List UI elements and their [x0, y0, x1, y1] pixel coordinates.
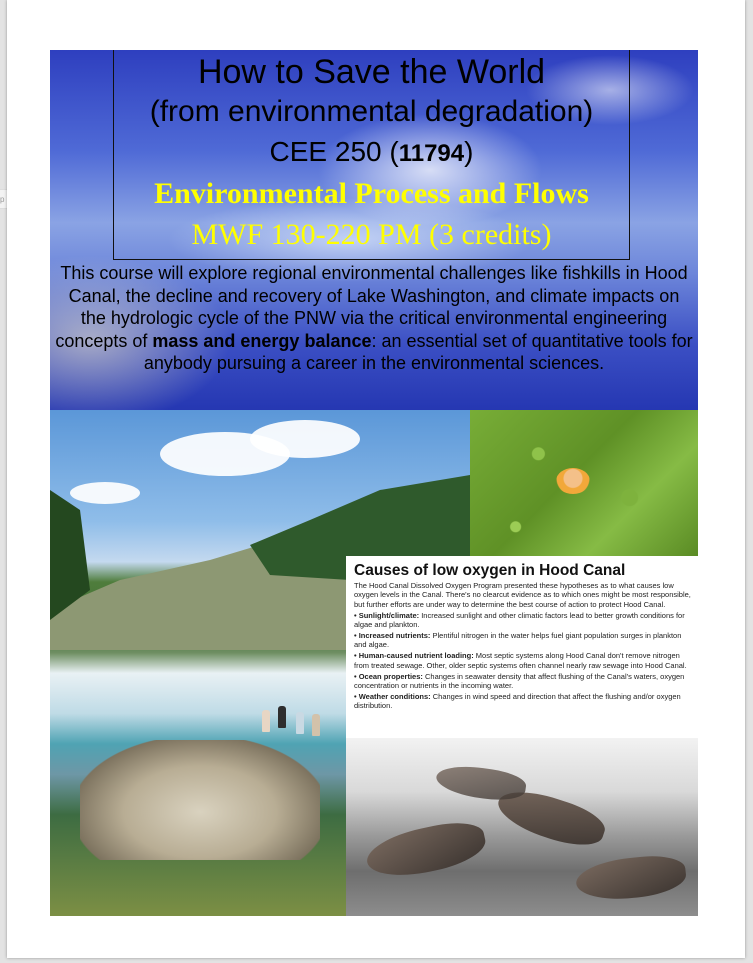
person-figure	[278, 706, 286, 728]
card-item-label: • Sunlight/climate:	[354, 610, 420, 620]
course-number: 11794	[398, 140, 465, 167]
flyer	[50, 50, 698, 916]
card-item	[354, 631, 694, 650]
card-item-label: • Human-caused nutrient loading:	[354, 651, 474, 661]
card-item-text: Increased sunlight and other climatic factors lead to better growth conditions for algae and plankton.	[354, 610, 685, 630]
description-text-1: This course will explore regional environmental challenges like fishkills in Hood Canal, the decline and recovery of Lake Washington, and climate impacts on the hydrologic cycle of the PNW via the critical environmental engineering concepts of	[55, 263, 688, 351]
course-code-prefix: CEE 250 (	[269, 136, 399, 167]
card-item-label: • Ocean properties:	[354, 671, 423, 681]
dead-fish-photo	[346, 738, 698, 916]
card-item	[354, 692, 694, 711]
card-heading: Causes of low oxygen in Hood Canal	[354, 562, 626, 579]
card-item-text: Most septic systems along Hood Canal don't remove nitrogen from treated sewage. Other, older septic systems often channel nearly raw sewage into Hood Canal.	[354, 651, 687, 670]
sky-banner	[50, 50, 698, 410]
person-figure	[296, 712, 304, 734]
title-box	[113, 50, 630, 260]
card-item-text: Changes in seawater density that affect flushing of the Canal's waters, oxygen concentration or nutrients in the incoming water.	[354, 671, 685, 691]
description-text-2: : an essential set of quantitative tools for anybody pursuing a career in the environmental sciences.	[143, 330, 693, 373]
fish-shape	[434, 762, 527, 804]
hood-canal-card	[346, 556, 698, 738]
child-in-floaties	[556, 468, 590, 494]
course-code-suffix: )	[464, 136, 474, 167]
card-item-label: • Weather conditions:	[354, 691, 431, 701]
card-item	[354, 672, 694, 691]
fish-shape	[574, 852, 688, 903]
person-figure	[312, 714, 320, 736]
course-code	[114, 132, 629, 174]
card-item-text: Plentiful nitrogen in the water helps fuel giant population surges in plankton and algae.	[354, 631, 682, 650]
person-figure	[262, 710, 270, 732]
title-line-1: How to Save the World	[197, 53, 546, 91]
card-item	[354, 611, 694, 630]
course-description	[54, 262, 694, 375]
course-schedule: MWF 130-220 PM (3 credits)	[191, 218, 552, 251]
course-name: Environmental Process and Flows	[154, 177, 589, 210]
card-item-text: Changes in wind speed and direction that affect the flushing and/or oxygen distribution.	[354, 691, 681, 711]
description-bold: mass and energy balance	[152, 330, 372, 351]
fish-shape	[363, 816, 490, 884]
algae-photo	[470, 410, 698, 556]
rock-mound	[80, 740, 320, 860]
card-item-label: • Increased nutrients:	[354, 631, 431, 641]
card-item	[354, 651, 694, 670]
document-page	[7, 0, 745, 958]
left-panel-stub-text: p	[0, 195, 5, 204]
card-intro: The Hood Canal Dissolved Oxygen Program presented these hypotheses as to what causes low oxygen levels in the Canal. There's no clearcut evidence as to which ones might be most responsible, but further efforts are under way to determine the best course of action to protect Hood Canal.	[354, 581, 691, 609]
title-line-2: (from environmental degradation)	[149, 95, 594, 128]
